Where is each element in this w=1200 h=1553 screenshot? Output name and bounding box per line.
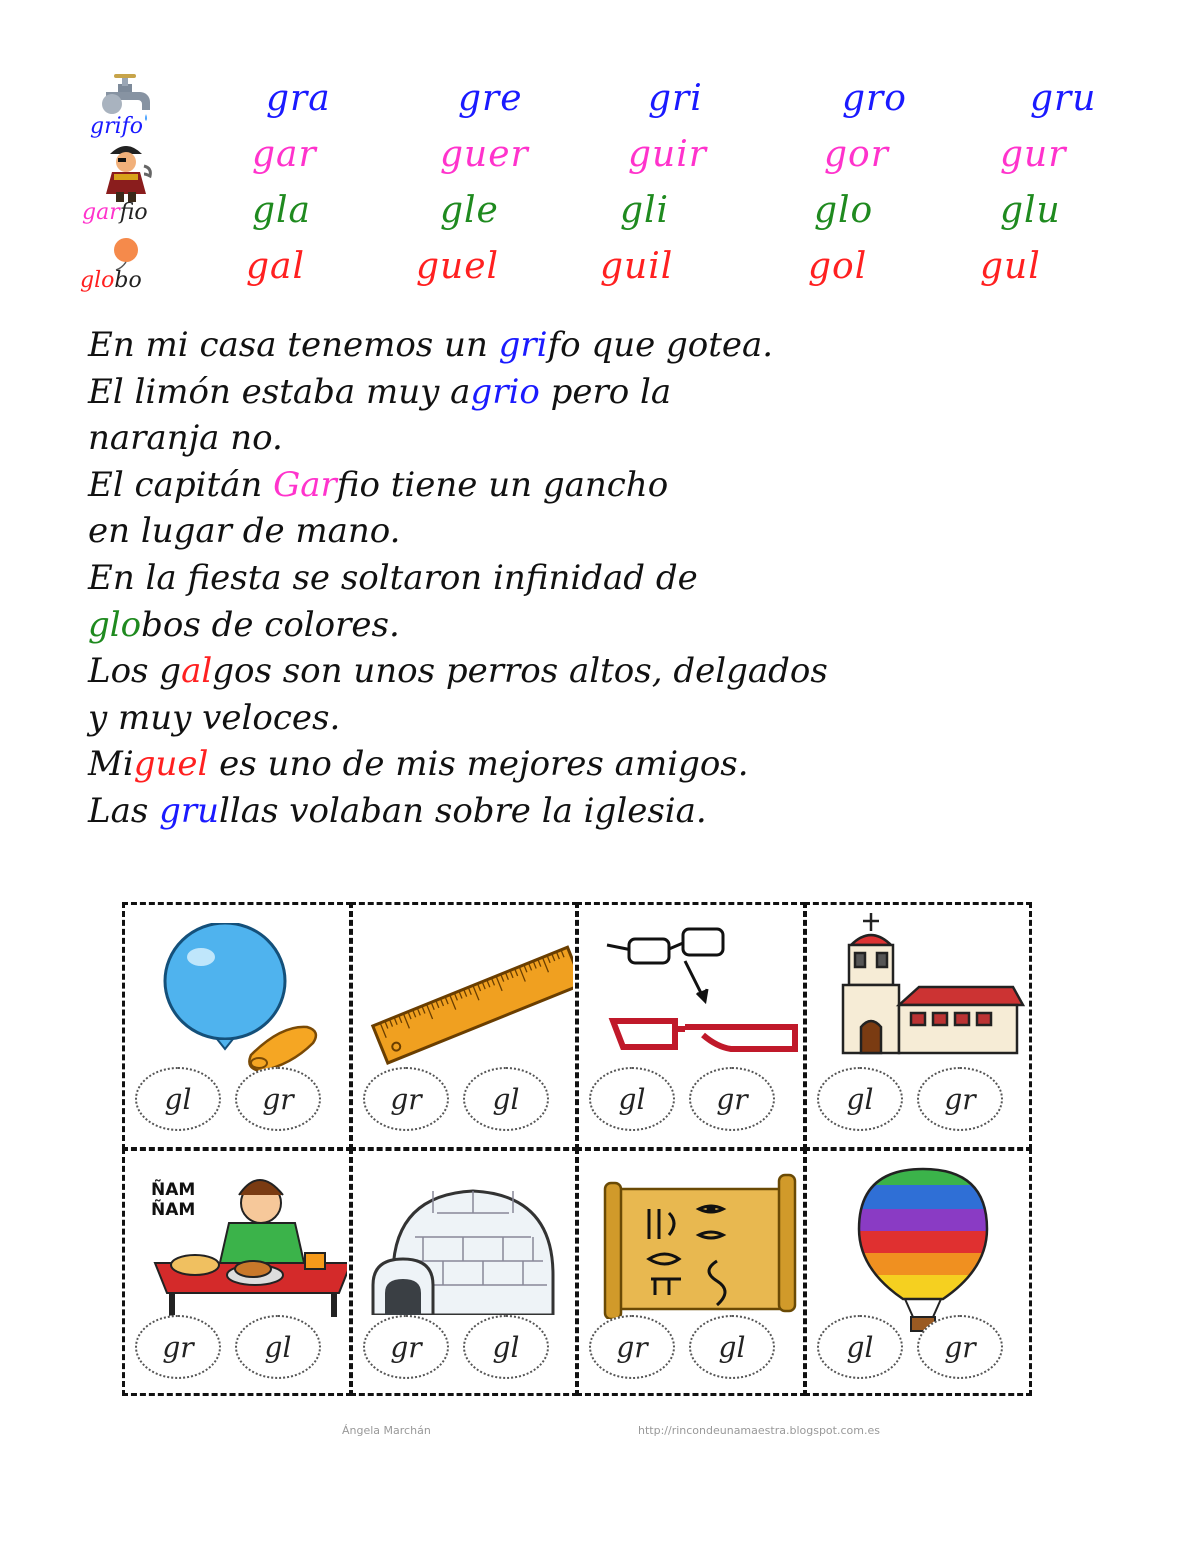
picture-card [122, 902, 352, 1150]
card-caption: ÑAM [151, 1180, 196, 1200]
footer-author: Ángela Marchán [342, 1424, 431, 1437]
answer-option-gl[interactable]: gl [463, 1315, 549, 1379]
syllable: gla [252, 190, 312, 231]
sentence-text: gos son unos perros altos, delgados [212, 651, 828, 692]
picture-card [122, 1148, 352, 1396]
picture-card [350, 1148, 578, 1396]
answer-option-gr[interactable]: gr [689, 1067, 775, 1131]
sentence-text: En mi casa tenemos un [88, 325, 499, 365]
syllable-row [0, 190, 1200, 246]
syllable: guer [440, 134, 529, 175]
highlighted-syllable: Gar [273, 464, 337, 505]
syllable: gre [458, 78, 523, 119]
syllable: gor [824, 134, 889, 175]
key-word-garfio [82, 200, 148, 225]
picture-card [350, 902, 578, 1150]
picture-card [804, 1148, 1032, 1396]
sentence-text: Las [88, 790, 160, 831]
highlighted-syllable: glo [88, 604, 142, 645]
picture-card [576, 902, 806, 1150]
sentence-line [88, 415, 1178, 462]
picture-card [804, 902, 1032, 1150]
sentence-text: En la fiesta se soltaron infinidad de [88, 557, 698, 598]
sentence-list [88, 322, 1178, 835]
sentence-text: pero la [539, 371, 672, 412]
answer-option-gl[interactable]: gl [589, 1067, 675, 1131]
sentence-text: El limón estaba muy a [88, 371, 471, 412]
syllable: gal [246, 246, 306, 287]
answer-option-gr[interactable]: gr [589, 1315, 675, 1379]
syllable-row [0, 134, 1200, 190]
syllable: gro [842, 78, 907, 119]
syllable: gar [252, 134, 317, 175]
answer-option-gr[interactable]: gr [135, 1315, 221, 1379]
syllable: gle [440, 190, 499, 231]
sentence-text: fo que gotea. [547, 325, 774, 365]
sentence-line [88, 369, 1178, 416]
answer-option-gr[interactable]: gr [917, 1067, 1003, 1131]
sentence-line [88, 322, 1178, 369]
sentence-text: El capitán [88, 464, 274, 505]
syllable: gur [1000, 134, 1067, 175]
card-caption: ÑAM [151, 1200, 196, 1220]
syllable: gru [1030, 78, 1097, 119]
answer-option-gr[interactable]: gr [235, 1067, 321, 1131]
key-word-grifo [90, 114, 143, 139]
sentence-text: en lugar de mano. [88, 511, 401, 552]
answer-option-gl[interactable]: gl [235, 1315, 321, 1379]
sentence-line [88, 555, 1178, 602]
syllable: gli [620, 190, 670, 231]
highlighted-syllable: guel [133, 744, 209, 785]
syllable: glu [1000, 190, 1061, 231]
key-word-grifo-hl: gri [90, 114, 122, 139]
answer-option-gl[interactable]: gl [689, 1315, 775, 1379]
syllable: guir [628, 134, 707, 175]
key-word-globo [80, 268, 142, 293]
answer-option-gl[interactable]: gl [817, 1315, 903, 1379]
sentence-line [88, 788, 1178, 835]
highlighted-syllable: al [181, 651, 213, 692]
sentence-text: llas volaban sobre la iglesia. [219, 790, 707, 831]
key-word-globo-rest: bo [114, 268, 142, 293]
sentence-text: y muy veloces. [88, 697, 341, 738]
syllable: gul [980, 246, 1041, 287]
sentence-text: naranja no. [88, 418, 283, 459]
sentence-text: fio tiene un gancho [336, 464, 669, 505]
answer-option-gl[interactable]: gl [817, 1067, 903, 1131]
answer-option-gr[interactable]: gr [363, 1067, 449, 1131]
sentence-text: Los g [88, 651, 182, 692]
sentence-line [88, 648, 1178, 695]
picture-card [576, 1148, 806, 1396]
highlighted-syllable: grio [470, 371, 540, 412]
syllable: gol [808, 246, 868, 287]
answer-option-gr[interactable]: gr [917, 1315, 1003, 1379]
answer-option-gl[interactable]: gl [463, 1067, 549, 1131]
syllable: gri [648, 78, 703, 119]
highlighted-syllable: gri [498, 325, 548, 365]
sentence-line [88, 602, 1178, 649]
syllable: guel [416, 246, 500, 287]
sentence-line [88, 695, 1178, 742]
syllable-row [0, 78, 1200, 134]
sentence-line [88, 741, 1178, 788]
answer-option-gr[interactable]: gr [363, 1315, 449, 1379]
key-word-garfio-rest: fio [119, 200, 148, 225]
syllable-row [0, 246, 1200, 302]
syllable: guil [600, 246, 674, 287]
key-word-grifo-rest: fo [121, 114, 144, 139]
key-word-garfio-hl: gar [82, 200, 120, 225]
sentence-text: es uno de mis mejores amigos. [208, 744, 749, 785]
card-grid [122, 902, 1032, 1398]
sentence-text: Mi [88, 744, 134, 785]
key-word-globo-hl: glo [80, 268, 115, 293]
syllable: gra [266, 78, 331, 119]
pirate-icon [96, 140, 156, 206]
syllable: glo [814, 190, 874, 231]
highlighted-syllable: gru [159, 790, 220, 831]
answer-option-gl[interactable]: gl [135, 1067, 221, 1131]
footer-url: http://rincondeunamaestra.blogspot.com.es [638, 1424, 880, 1437]
sentence-line [88, 462, 1178, 509]
sentence-text: bos de colores. [141, 604, 400, 645]
sentence-line [88, 508, 1178, 555]
